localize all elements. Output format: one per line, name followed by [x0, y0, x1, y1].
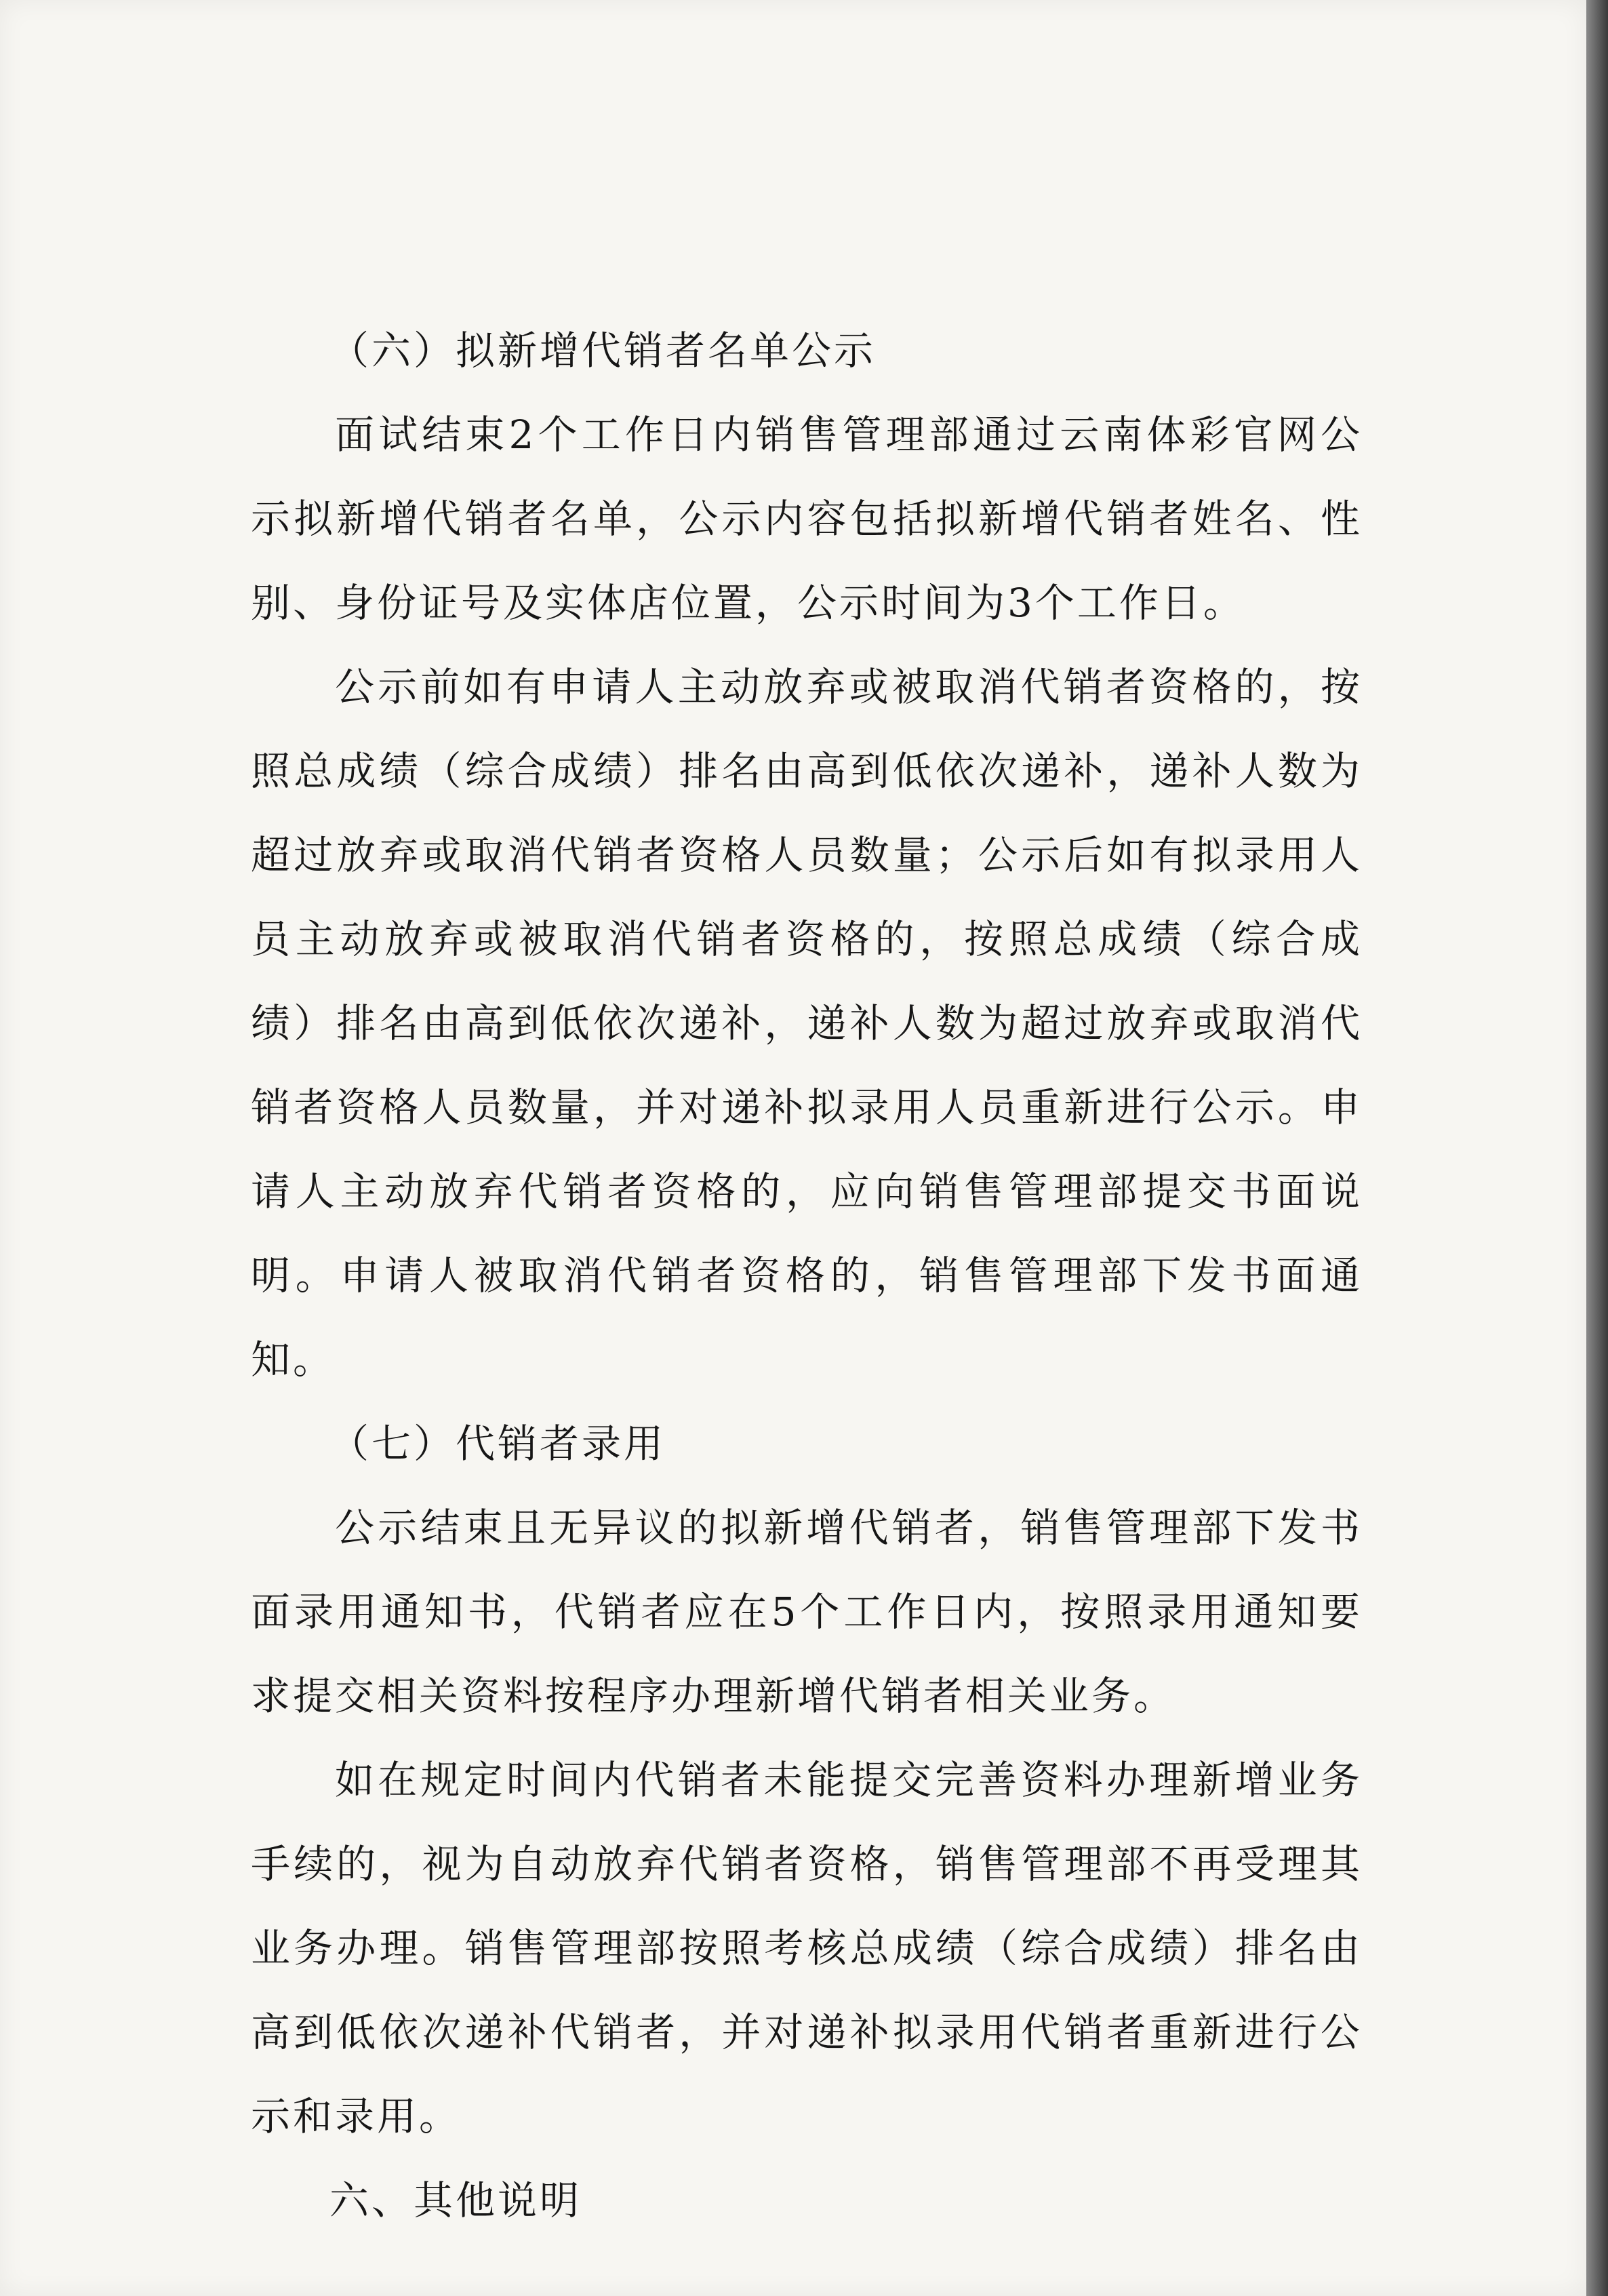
section-heading-7: （七）代销者录用 — [329, 1421, 666, 1467]
chapter-heading-other-notes: 六、其他说明 — [329, 2177, 582, 2223]
paragraph: 公示结束且无异议的拟新增代销者，销售管理部下发书面录用通知书，代销者应在5个工作日内，按照录用通知要求提交相关资料按程序办理新增代销者相关业务。 — [251, 1505, 1363, 1719]
section-heading-6: （六）拟新增代销者名单公示 — [329, 328, 877, 374]
page-edge — [1586, 0, 1608, 2296]
document-body — [251, 309, 1363, 2242]
paragraph: 如在规定时间内代销者未能提交完善资料办理新增业务手续的，视为自动放弃代销者资格，销售管理部不再受理其业务办理。销售管理部按照考核总成绩（综合成绩）排名由高到低依次递补代销者，并对递补拟录用代销者重新进行公示和录用。 — [251, 1757, 1363, 2139]
paragraph: 面试结束2个工作日内销售管理部通过云南体彩官网公示拟新增代销者名单，公示内容包括拟新增代销者姓名、性别、身份证号及实体店位置，公示时间为3个工作日。 — [251, 412, 1363, 626]
paragraph: 公示前如有申请人主动放弃或被取消代销者资格的，按照总成绩（综合成绩）排名由高到低依次递补，递补人数为超过放弃或取消代销者资格人员数量；公示后如有拟录用人员主动放弃或被取消代销者资格的，按照总成绩（综合成绩）排名由高到低依次递补，递补人数为超过放弃或取消代销者资格人员数量，并对递补拟录用人员重新进行公示。申请人主动放弃代销者资格的，应向销售管理部提交书面说明。申请人被取消代销者资格的，销售管理部下发书面通知。 — [251, 664, 1363, 1383]
